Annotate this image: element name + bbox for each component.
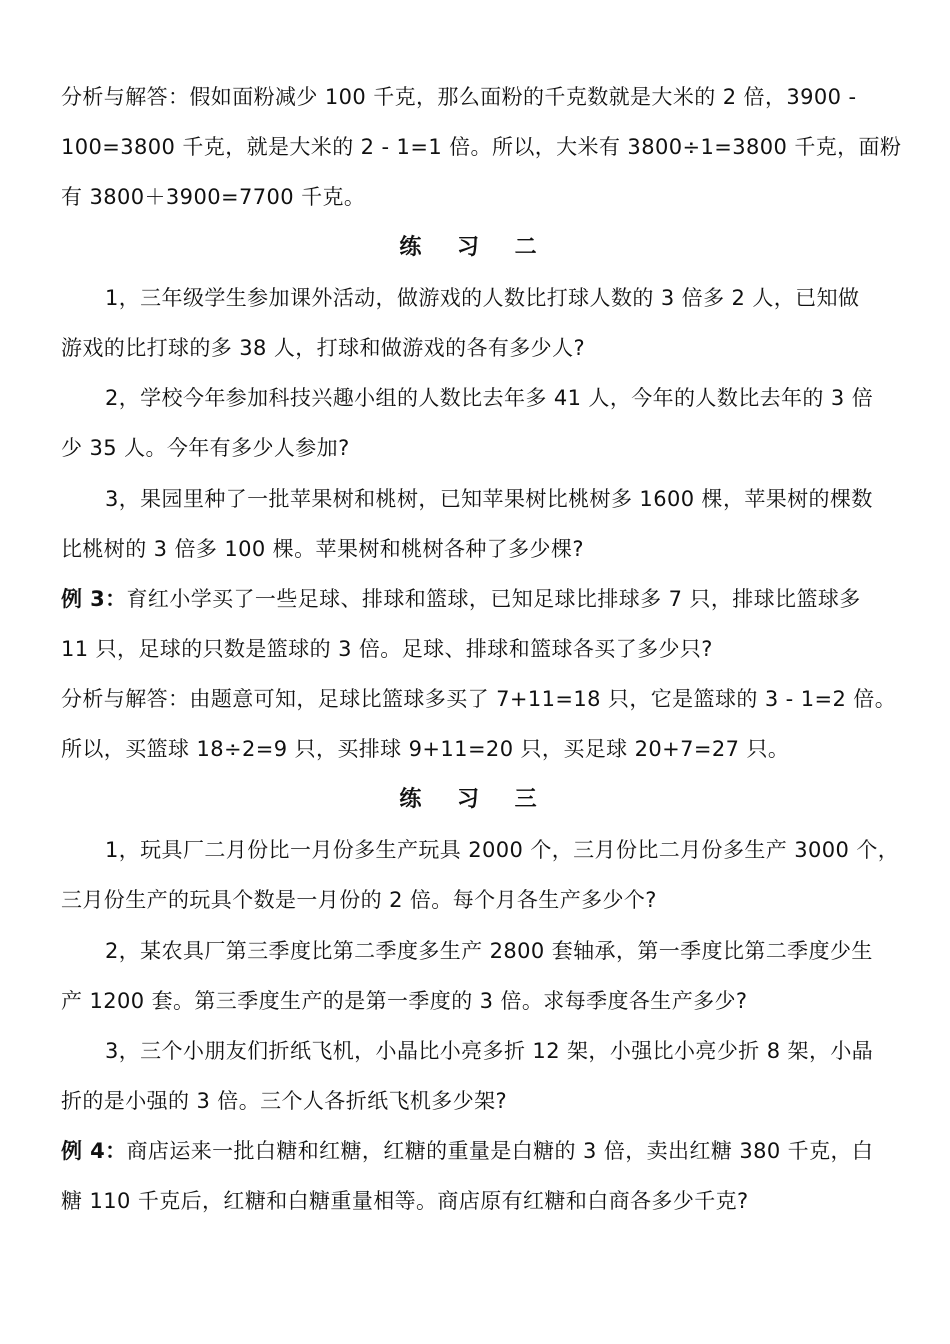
example-3-analysis: 分析与解答：由题意可知，足球比篮球多买了 7+11=18 只，它是篮球的 3 - 1=2 倍。 [61,687,897,711]
example-4-label: 例 4： [61,1139,127,1163]
practice-2-question-2-cont: 少 35 人。今年有多少人参加? [61,436,350,460]
analysis-line: 分析与解答：假如面粉减少 100 千克，那么面粉的千克数就是大米的 2 倍，3900 - [61,85,857,109]
example-3-text-cont: 11 只，足球的只数是篮球的 3 倍。足球、排球和篮球各买了多少只? [61,637,713,661]
example-3-text [61,584,861,614]
practice-3-question-3: 3，三个小朋友们折纸飞机，小晶比小亮多折 12 架，小强比小亮少折 8 架，小晶 [105,1039,874,1063]
practice-2-question-3-cont: 比桃树的 3 倍多 100 棵。苹果树和桃树各种了多少棵? [61,537,584,561]
practice-2-question-3: 3，果园里种了一批苹果树和桃树，已知苹果树比桃树多 1600 棵，苹果树的棵数 [105,487,873,511]
example-3-line: 育红小学买了一些足球、排球和篮球，已知足球比排球多 7 只，排球比篮球多 [126,587,861,611]
practice-3-question-1-cont: 三月份生产的玩具个数是一月份的 2 倍。每个月各生产多少个? [61,888,657,912]
practice-3-question-1: 1，玩具厂二月份比一月份多生产玩具 2000 个，三月份比二月份多生产 3000 个， [105,838,900,862]
practice-3-question-3-cont: 折的是小强的 3 倍。三个人各折纸飞机多少架? [61,1089,508,1113]
section-title-practice-3: 练 习 三 [399,787,551,812]
example-3-label: 例 3： [61,587,127,611]
analysis-line: 有 3800＋3900=7700 千克。 [61,185,366,209]
practice-3-question-2: 2，某农具厂第三季度比第二季度多生产 2800 套轴承，第一季度比第二季度少生 [105,939,873,963]
practice-2-question-2: 2，学校今年参加科技兴趣小组的人数比去年多 41 人，今年的人数比去年的 3 倍 [105,386,874,410]
analysis-line: 100=3800 千克，就是大米的 2 - 1=1 倍。所以，大米有 3800÷1=3800 千克，面粉 [61,135,902,159]
example-3-analysis-cont: 所以，买篮球 18÷2=9 只，买排球 9+11=20 只，买足球 20+7=27 只。 [61,737,790,761]
practice-3-question-2-cont: 产 1200 套。第三季度生产的是第一季度的 3 倍。求每季度各生产多少? [61,989,748,1013]
example-4-text [61,1136,873,1166]
practice-2-question-1: 1，三年级学生参加课外活动，做游戏的人数比打球人数的 3 倍多 2 人，已知做 [105,286,860,310]
example-4-text-cont: 糖 110 千克后，红糖和白糖重量相等。商店原有红糖和白商各多少千克? [61,1189,749,1213]
section-title-practice-2: 练 习 二 [399,235,551,260]
example-4-line: 商店运来一批白糖和红糖，红糖的重量是白糖的 3 倍，卖出红糖 380 千克，白 [126,1139,874,1163]
practice-2-question-1-cont: 游戏的比打球的多 38 人，打球和做游戏的各有多少人? [61,336,586,360]
